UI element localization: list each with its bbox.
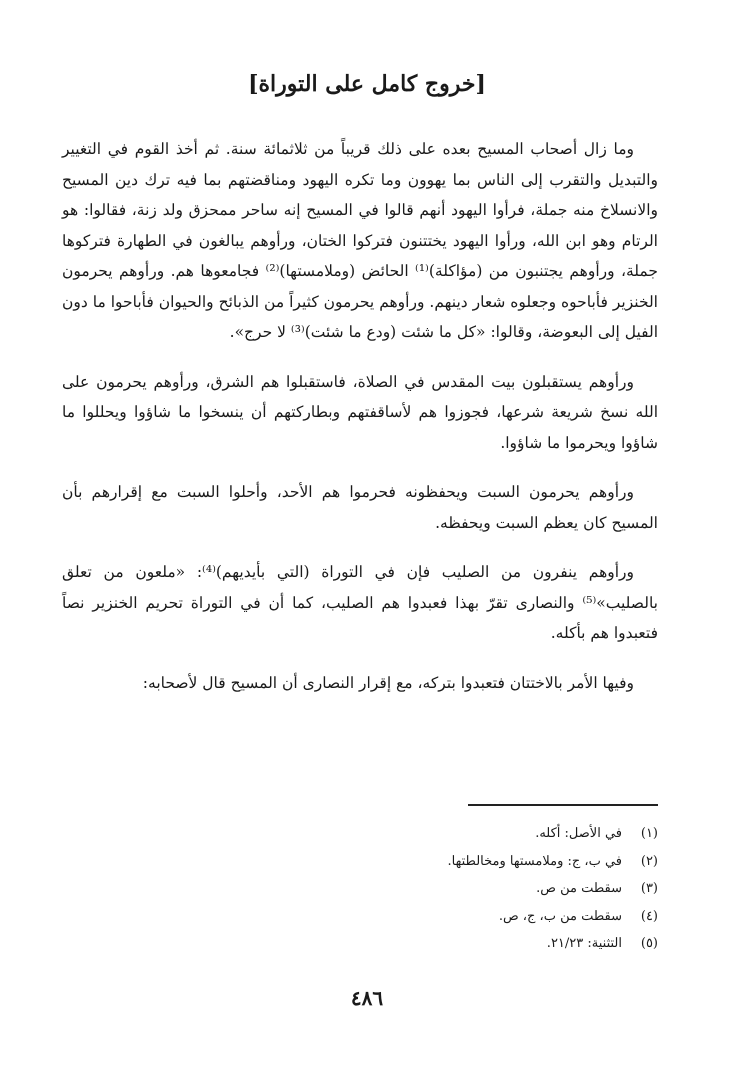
footnote-item [238, 930, 658, 958]
body-text [62, 134, 658, 717]
paragraph-1: وما زال أصحاب المسيح بعده على ذلك قريباً من ثلاثمائة سنة. ثم أخذ القوم في التغيير والتبديل والتقرب إلى الناس بما يهوون وما تكره اليهود ومناقضتهم بما فيه ترك دين المسيح والانسلاخ منه جملة، فرأوا اليهود أنهم قالوا في المسيح إنه ساحر ممحزق ولد زنة، فقالوا: هو الرتام وهو ابن الله، ورأوا اليهود يختتنون فتركوا الختان، ورأوهم يبالغون في الطهارة فتركوها جملة، ورأوهم يجتنبون من (مؤاكلة)⁽¹⁾ الحائض (وملامستها)⁽²⁾ فجامعوها هم. ورأوهم يحرمون الخنزير فأباحوه وجعلوه شعار دينهم. ورأوهم يحرمون كثيراً من الذبائح والحيوان فأباحوا ما دون الفيل إلى البعوضة، وقالوا: «كل ما شئت (ودع ما شئت)⁽³⁾ لا حرج». [62, 140, 658, 341]
footnote-number: (٥) [640, 936, 658, 951]
paragraph-4: ورأوهم ينفرون من الصليب فإن في التوراة (التي بأيديهم)⁽⁴⁾: «ملعون من تعلق بالصليب»⁽⁵⁾ والنصارى تقرّ بهذا فعبدوا هم الصليب، كما أن في التوراة تحريم الخنزير نصاً فتعبدوا هم بأكله. [62, 563, 658, 642]
footnote-divider [468, 804, 658, 806]
footnote-text: في الأصل: أكله. [535, 826, 622, 841]
page-number: ٤٨٦ [350, 986, 384, 1010]
footnote-number: (٤) [640, 908, 658, 924]
footnote-item [238, 875, 658, 903]
section-heading: [خروج كامل على التوراة] [248, 71, 486, 97]
footnote-text: سقطت من ب، ج، ص. [498, 908, 622, 924]
footnotes-list [238, 820, 658, 958]
footnote-number: (٣) [640, 881, 658, 896]
footnote-text: التثنية: ٢١/٢٣. [546, 936, 622, 951]
paragraph-5: وفيها الأمر بالاختتان فتعبدوا بتركه، مع إقرار النصارى أن المسيح قال لأصحابه: [142, 673, 634, 692]
paragraph-2: ورأوهم يستقبلون بيت المقدس في الصلاة، فاستقبلوا هم الشرق، ورأوهم يحرمون على الله نسخ شريعة شرعها، فجوزوا هم لأساقفتهم وبطاركتهم أن ينسخوا ما شاؤوا ويحللوا ما شاؤوا ويحرموا ما شاؤوا. [62, 372, 658, 452]
footnote-item [238, 903, 658, 931]
footnote-number: (١) [640, 826, 658, 841]
footnote-item [238, 848, 658, 876]
paragraph-3: ورأوهم يحرمون السبت ويحفظونه فحرموا هم الأحد، وأحلوا السبت مع إقرارهم بأن المسيح كان يعظم السبت ويحفظه. [62, 483, 658, 532]
footnote-number: (٢) [640, 853, 658, 869]
footnote-text: في ب، ج: وملامستها ومخالطتها. [447, 853, 622, 869]
footnote-item [238, 820, 658, 848]
footnote-text: سقطت من ص. [536, 881, 622, 896]
